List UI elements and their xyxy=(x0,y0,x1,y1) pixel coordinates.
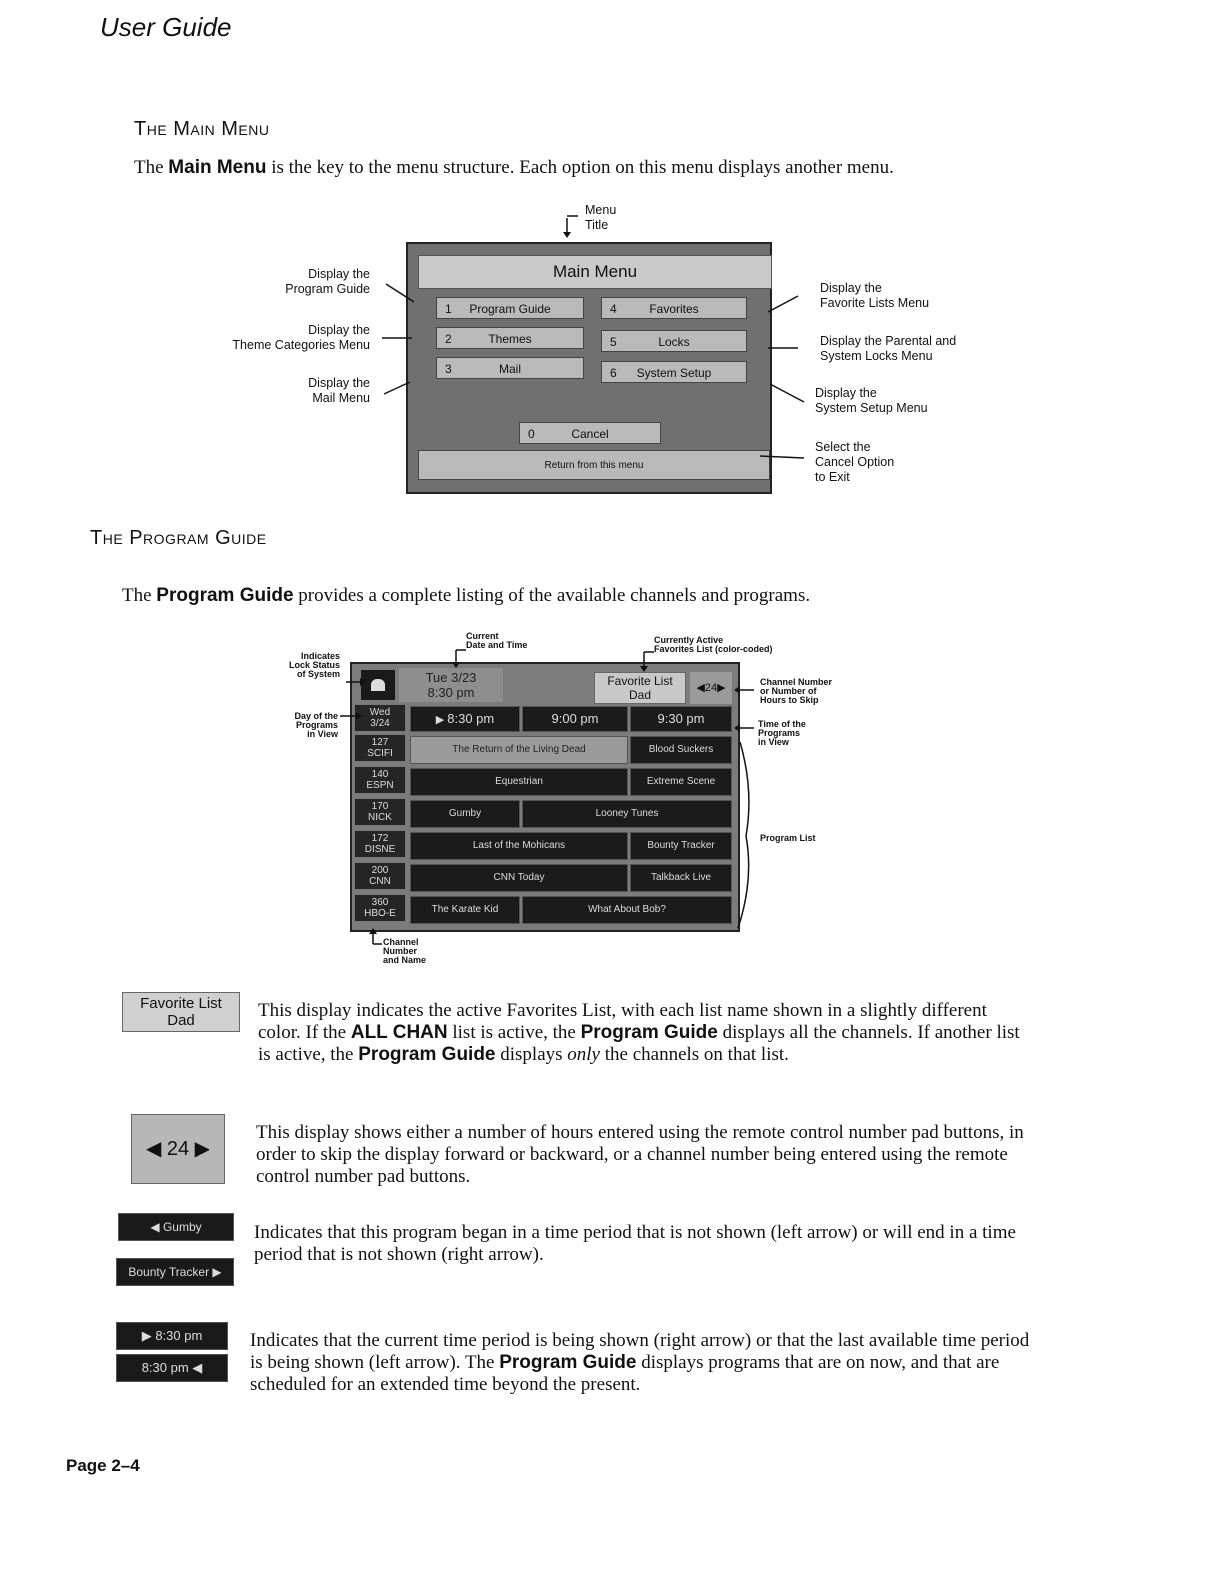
description-time-arrows: Indicates that the current time period is being shown (right arrow) or that the last available time period is being shown (left arrow). The Program Guide displays programs that are on now, and that are scheduled for an extended time beyond the present. xyxy=(250,1330,1030,1395)
skip-indicator: ◀24▶ xyxy=(690,672,732,704)
menu-title-callout: Menu Title xyxy=(585,203,617,232)
program-cell[interactable]: Talkback Live xyxy=(630,864,732,892)
program-cell[interactable]: Blood Suckers xyxy=(630,736,732,764)
callout-channel-number: Channel Number and Name xyxy=(383,937,427,965)
callout-program-list: Program List xyxy=(760,833,816,843)
current-date-time: Tue 3/23 8:30 pm xyxy=(399,668,503,702)
channel-cell[interactable]: 170 NICK xyxy=(354,798,406,826)
callout-program-guide: Display the Program Guide xyxy=(285,267,370,296)
menu-button-locks[interactable]: 5 Locks xyxy=(601,330,747,352)
menu-footer: Return from this menu xyxy=(418,450,770,480)
program-cell[interactable]: Looney Tunes xyxy=(522,800,732,828)
program-guide-intro: The Program Guide provides a complete listing of the available channels and programs. xyxy=(122,585,811,606)
main-menu-title: Main Menu xyxy=(418,255,772,289)
time-slot-3[interactable]: 9:30 pm xyxy=(630,706,732,732)
program-cell[interactable]: The Return of the Living Dead xyxy=(410,736,628,764)
menu-button-favorites[interactable]: 4 Favorites xyxy=(601,297,747,319)
description-skip: This display shows either a number of hours entered using the remote control number pad buttons, in order to skip the display forward or backward, or a channel number being entered using the remote control number pad buttons. xyxy=(256,1122,1024,1187)
program-cell[interactable]: Bounty Tracker xyxy=(630,832,732,860)
program-cell[interactable]: CNN Today xyxy=(410,864,628,892)
channel-cell[interactable]: 200 CNN xyxy=(354,862,406,890)
callout-theme-categories: Display the Theme Categories Menu xyxy=(232,323,370,352)
channel-cell[interactable]: 127 SCIFI xyxy=(354,734,406,762)
time-slot-2[interactable]: 9:00 pm xyxy=(522,706,628,732)
callout-locks: Display the Parental and System Locks Menu xyxy=(820,334,957,363)
favorite-list-icon: Favorite List Dad xyxy=(122,992,240,1032)
skip-number-icon: ◀ 24 ▶ xyxy=(131,1114,225,1184)
callout-time-of-programs: Time of the Programs in View xyxy=(758,719,806,747)
program-cell[interactable]: What About Bob? xyxy=(522,896,732,924)
continues-right-icon: Bounty Tracker ▶ xyxy=(116,1258,234,1286)
description-favorite-list: This display indicates the active Favorites List, with each list name shown in a slightly different color. If the ALL CHAN list is active, the Program Guide displays all the channels. If another list is active, the Program Guide displays only the channels on that list. xyxy=(258,1000,1020,1065)
channel-cell[interactable]: 140 ESPN xyxy=(354,766,406,794)
time-slot-1[interactable]: ▶ 8:30 pm xyxy=(410,706,520,732)
callout-favorite-lists: Display the Favorite Lists Menu xyxy=(820,281,930,310)
menu-button-mail[interactable]: 3 Mail xyxy=(436,357,584,379)
right-arrow-icon: ▶ xyxy=(435,714,448,726)
callout-active-favorites: Currently Active Favorites List (color-coded) xyxy=(654,635,773,654)
callout-mail: Display the Mail Menu xyxy=(308,376,370,405)
day-of-programs: Wed 3/24 xyxy=(354,704,406,732)
menu-button-cancel[interactable]: 0 Cancel xyxy=(519,422,661,444)
time-left-arrow-icon: 8:30 pm ◀ xyxy=(116,1354,228,1382)
channel-cell[interactable]: 360 HBO-E xyxy=(354,894,406,922)
callout-cancel: Select the Cancel Option to Exit xyxy=(815,440,895,484)
menu-button-program-guide[interactable]: 1 Program Guide xyxy=(436,297,584,319)
menu-button-themes[interactable]: 2 Themes xyxy=(436,327,584,349)
program-cell[interactable]: Extreme Scene xyxy=(630,768,732,796)
program-cell[interactable]: Equestrian xyxy=(410,768,628,796)
program-cell[interactable]: The Karate Kid xyxy=(410,896,520,924)
section-title-main-menu: The Main Menu xyxy=(134,118,270,140)
time-right-arrow-icon: ▶ 8:30 pm xyxy=(116,1322,228,1350)
main-menu-intro: The Main Menu is the key to the menu structure. Each option on this menu displays another menu. xyxy=(134,157,894,178)
menu-button-system-setup[interactable]: 6 System Setup xyxy=(601,361,747,383)
channel-cell[interactable]: 172 DISNE xyxy=(354,830,406,858)
callout-lock-status: Indicates Lock Status of System xyxy=(288,651,340,679)
page-number: Page 2–4 xyxy=(66,1456,140,1475)
callout-current-date: Current Date and Time xyxy=(466,631,528,650)
section-title-program-guide: The Program Guide xyxy=(90,527,267,549)
description-program-arrows: Indicates that this program began in a time period that is not shown (left arrow) or will end in a time period that is not shown (right arrow). xyxy=(254,1222,1016,1265)
callout-day-of-programs: Day of the Programs in View xyxy=(294,711,338,739)
program-cell[interactable]: Gumby xyxy=(410,800,520,828)
continues-left-icon: ◀ Gumby xyxy=(118,1213,234,1241)
program-cell[interactable]: Last of the Mohicans xyxy=(410,832,628,860)
callout-channel-skip: Channel Number or Number of Hours to Skip xyxy=(760,677,833,705)
page-header: User Guide xyxy=(100,12,232,42)
callout-system-setup: Display the System Setup Menu xyxy=(815,386,928,415)
favorite-list-indicator: Favorite List Dad xyxy=(594,672,686,704)
